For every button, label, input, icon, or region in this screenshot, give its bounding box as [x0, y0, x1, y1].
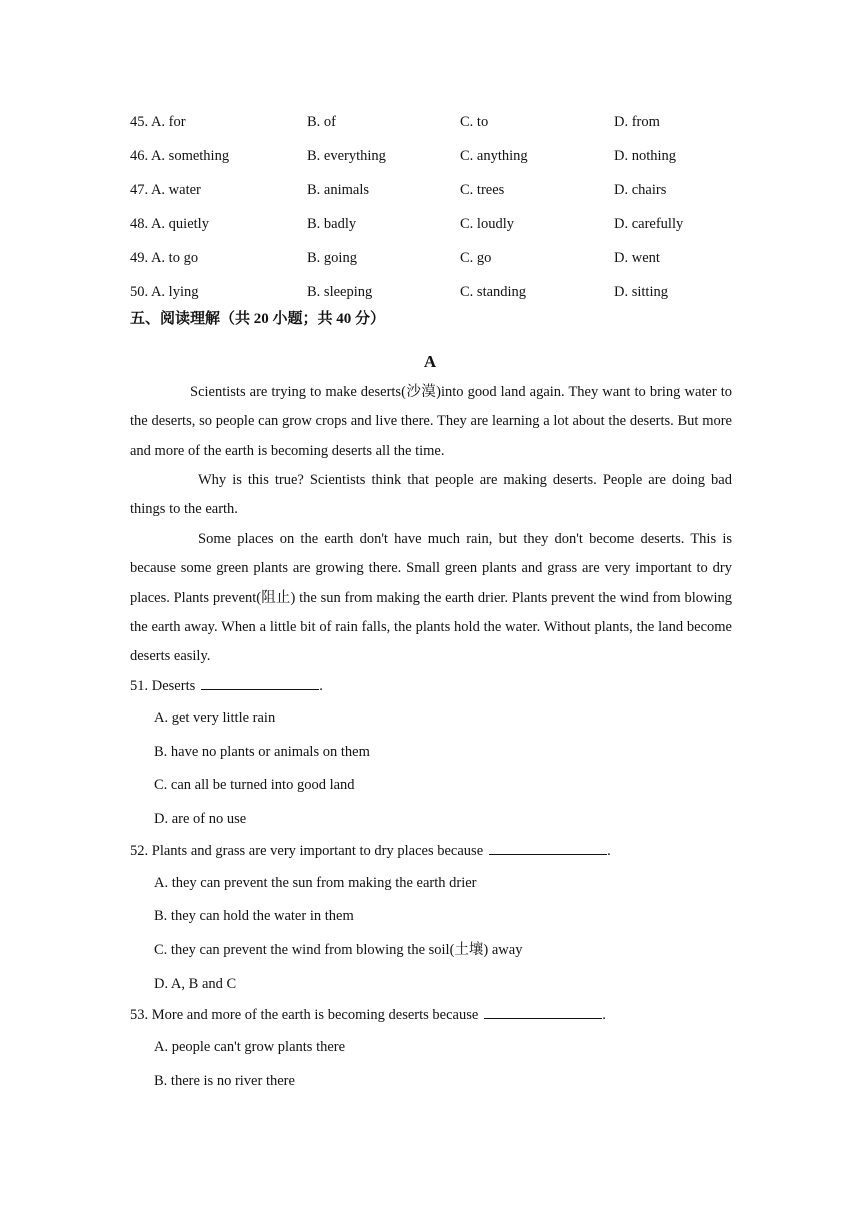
passage-title: A	[423, 352, 437, 371]
choice-52-c: C. they can prevent the wind from blowing the soil(土壤) away	[154, 942, 523, 958]
option-row-47	[130, 179, 732, 201]
option-c: C. loudly	[460, 216, 514, 232]
option-row-50	[130, 281, 732, 303]
question-stem: 53. More and more of the earth is becoming deserts because	[130, 1007, 479, 1023]
question-52	[130, 840, 611, 862]
option-a: 45. A. for	[130, 114, 186, 130]
option-c: C. go	[460, 250, 492, 266]
option-d: D. chairs	[614, 182, 667, 198]
section-heading: 五、阅读理解（共 20 小题；共 40 分）	[130, 311, 386, 327]
option-b: B. sleeping	[307, 284, 373, 300]
paragraph-3: Some places on the earth don't have much rain, but they don't become deserts. This is because some green plants are growing there. Small green plants and grass are very important to dry places. Plants prevent(阻止) the sun from making the earth drier. Plants prevent the wind from blowing the earth away. When a little bit of rain falls, the plants hold the water. Without plants, the land become deserts easily.	[130, 531, 732, 665]
option-row-46	[130, 145, 732, 167]
option-b: B. of	[307, 114, 336, 130]
option-c: C. trees	[460, 182, 505, 198]
option-d: D. carefully	[614, 216, 684, 232]
option-a: 47. A. water	[130, 182, 201, 198]
paragraph-2: Why is this true? Scientists think that people are making deserts. People are doing bad things to the earth.	[130, 472, 732, 518]
choice-51-b: B. have no plants or animals on them	[154, 744, 370, 760]
question-end: .	[602, 1007, 606, 1023]
question-stem: 51. Deserts	[130, 678, 196, 694]
choice-52-a: A. they can prevent the sun from making the earth drier	[154, 875, 477, 891]
option-a: 46. A. something	[130, 148, 230, 164]
option-row-45	[130, 111, 732, 133]
paragraph-1: Scientists are trying to make deserts(沙漠)into good land again. They want to bring water to the deserts, so people can grow crops and live there. They are learning a lot about the deserts. But more and more of the earth is becoming deserts all the time.	[130, 384, 732, 459]
question-end: .	[319, 678, 323, 694]
question-53	[130, 1004, 606, 1026]
option-b: B. going	[307, 250, 357, 266]
option-d: D. nothing	[614, 148, 677, 164]
option-d: D. went	[614, 250, 660, 266]
option-d: D. sitting	[614, 284, 668, 300]
option-d: D. from	[614, 114, 660, 130]
answer-blank[interactable]	[489, 840, 607, 855]
option-c: C. standing	[460, 284, 527, 300]
question-stem: 52. Plants and grass are very important to dry places because	[130, 843, 484, 859]
option-a: 49. A. to go	[130, 250, 199, 266]
choice-53-a: A. people can't grow plants there	[154, 1039, 346, 1055]
option-row-48	[130, 213, 732, 235]
choice-52-b: B. they can hold the water in them	[154, 908, 354, 924]
option-b: B. badly	[307, 216, 357, 232]
choice-51-a: A. get very little rain	[154, 710, 276, 726]
option-row-49	[130, 247, 732, 269]
option-c: C. to	[460, 114, 489, 130]
answer-blank[interactable]	[484, 1004, 602, 1019]
question-end: .	[607, 843, 611, 859]
choice-51-d: D. are of no use	[154, 811, 247, 827]
choice-52-d: D. A, B and C	[154, 976, 237, 992]
option-b: B. animals	[307, 182, 370, 198]
option-a: 50. A. lying	[130, 284, 199, 300]
choice-53-b: B. there is no river there	[154, 1073, 295, 1089]
answer-blank[interactable]	[201, 675, 319, 690]
option-a: 48. A. quietly	[130, 216, 209, 232]
choice-51-c: C. can all be turned into good land	[154, 777, 355, 793]
question-51	[130, 675, 323, 697]
option-c: C. anything	[460, 148, 528, 164]
option-b: B. everything	[307, 148, 386, 164]
